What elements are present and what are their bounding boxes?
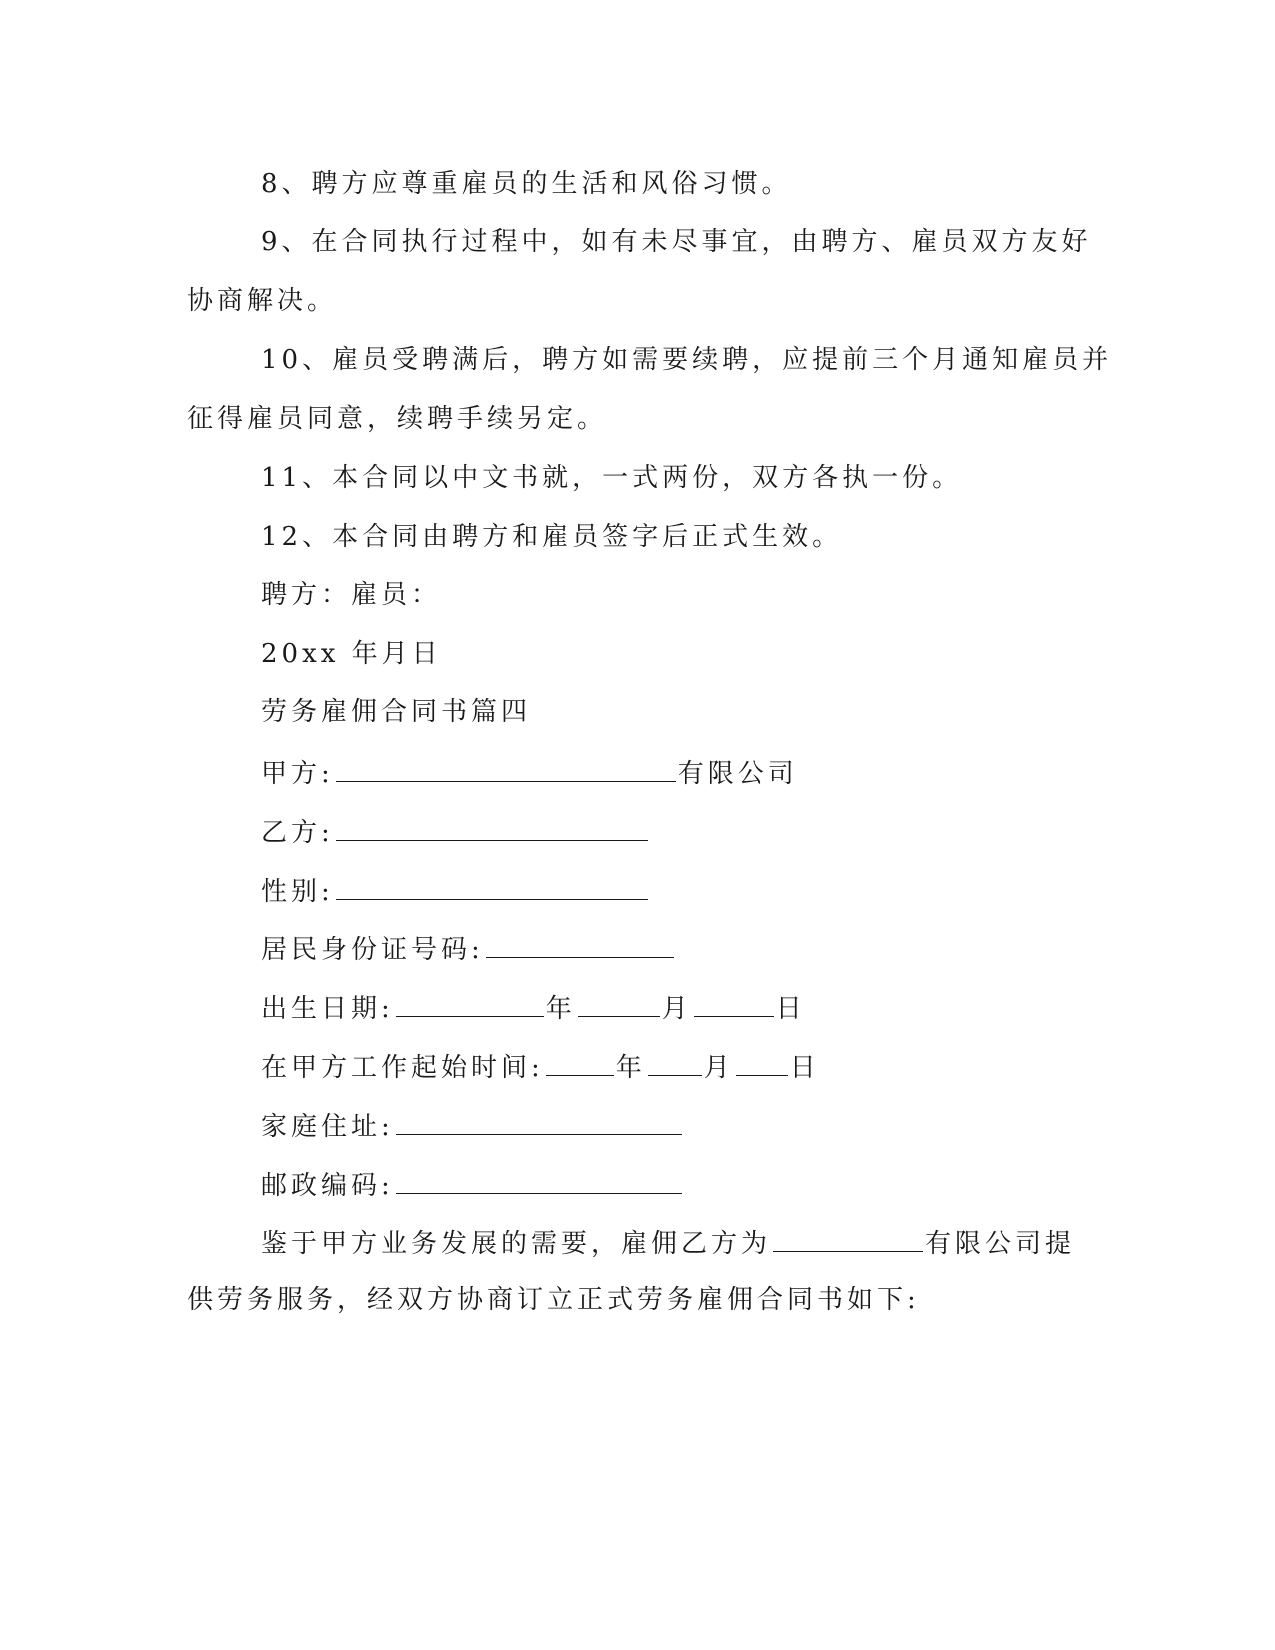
gender-row xyxy=(261,871,650,910)
party-a-label: 甲方: xyxy=(261,759,334,789)
id-number-row xyxy=(261,929,676,968)
clause-9-line-2: 协商解决。 xyxy=(187,286,338,316)
birth-year-unit: 年 xyxy=(545,994,576,1024)
gender-label: 性别: xyxy=(261,877,334,907)
clause-9-line-1: 9、在合同执行过程中，如有未尽事宜，由聘方、雇员双方友好 xyxy=(261,227,1092,257)
start-time-label: 在甲方工作起始时间: xyxy=(261,1053,544,1083)
start-time-row xyxy=(261,1047,820,1086)
party-b-blank[interactable] xyxy=(336,812,648,841)
birth-day-unit: 日 xyxy=(775,994,806,1024)
address-row xyxy=(261,1106,684,1145)
clause-11: 11、本合同以中文书就，一式两份，双方各执一份。 xyxy=(261,463,963,493)
party-b-label: 乙方: xyxy=(261,818,334,848)
clause-10-line-2: 征得雇员同意，续聘手续另定。 xyxy=(187,404,608,434)
birth-month-blank[interactable] xyxy=(578,988,660,1017)
postal-code-row xyxy=(261,1165,684,1204)
clause-12: 12、本合同由聘方和雇员签字后正式生效。 xyxy=(261,522,843,552)
address-blank[interactable] xyxy=(396,1106,682,1135)
clause-10-line-1: 10、雇员受聘满后，聘方如需要续聘，应提前三个月通知雇员并 xyxy=(261,345,1113,375)
party-a-row xyxy=(261,753,798,792)
birth-year-blank[interactable] xyxy=(396,988,544,1017)
closing-line-2: 供劳务服务，经双方协商订立正式劳务雇佣合同书如下: xyxy=(187,1285,920,1315)
birth-date-row xyxy=(261,988,806,1027)
birth-date-label: 出生日期: xyxy=(261,994,394,1024)
start-year-unit: 年 xyxy=(615,1053,646,1083)
id-number-label: 居民身份证号码: xyxy=(261,935,484,965)
closing-line-1 xyxy=(261,1223,1075,1262)
party-a-suffix: 有限公司 xyxy=(677,759,798,789)
signature-line: 聘方：雇员： xyxy=(261,580,442,610)
gender-blank[interactable] xyxy=(336,871,648,900)
closing-prefix: 鉴于甲方业务发展的需要，雇佣乙方为 xyxy=(261,1229,772,1259)
birth-day-blank[interactable] xyxy=(694,988,774,1017)
start-day-unit: 日 xyxy=(789,1053,820,1083)
start-year-blank[interactable] xyxy=(546,1047,614,1076)
id-number-blank[interactable] xyxy=(486,929,674,958)
party-a-blank[interactable] xyxy=(336,753,676,782)
postal-code-label: 邮政编码: xyxy=(261,1171,394,1201)
company-blank[interactable] xyxy=(773,1223,923,1252)
start-month-unit: 月 xyxy=(703,1053,734,1083)
address-label: 家庭住址: xyxy=(261,1112,394,1142)
start-day-blank[interactable] xyxy=(736,1047,788,1076)
closing-suffix: 有限公司提 xyxy=(925,1229,1076,1259)
start-month-blank[interactable] xyxy=(648,1047,702,1076)
clause-8: 8、聘方应尊重雇员的生活和风俗习惯。 xyxy=(261,169,792,199)
section-title: 劳务雇佣合同书篇四 xyxy=(261,697,532,727)
postal-code-blank[interactable] xyxy=(396,1165,682,1194)
party-b-row xyxy=(261,812,650,851)
birth-month-unit: 月 xyxy=(661,994,692,1024)
date-line: 20xx 年月日 xyxy=(261,639,442,669)
